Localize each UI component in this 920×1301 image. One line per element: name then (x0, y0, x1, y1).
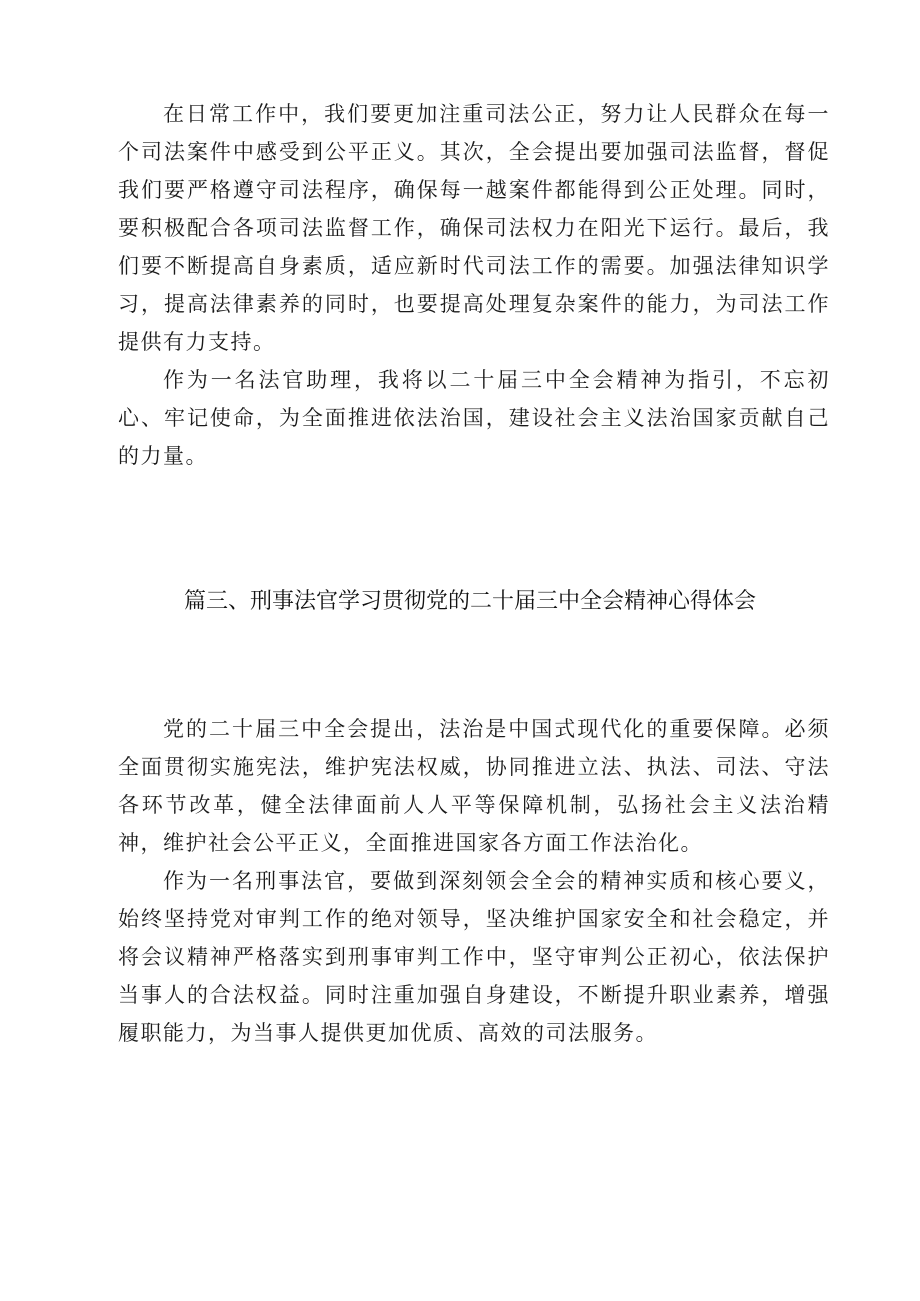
section-three-title: 篇三、刑事法官学习贯彻党的二十届三中全会精神心得体会 (183, 589, 756, 614)
previous-section-body (118, 95, 830, 475)
paragraph-judicial-work: 在日常工作中，我们要更加注重司法公正，努力让人民群众在每一个司法案件中感受到公平正义。其次，全会提出要加强司法监督，督促我们要严格遵守司法程序，确保每一越案件都能得到公正处理。同时，要积极配合各项司法监督工作，确保司法权力在阳光下运行。最后，我们要不断提高自身素质，适应新时代司法工作的需要。加强法律知识学习，提高法律素养的同时，也要提高处理复杂案件的能力，为司法工作提供有力支持。 (118, 102, 830, 354)
paragraph-criminal-judge: 作为一名刑事法官，要做到深刻领会全会的精神实质和核心要义，始终坚持党对审判工作的绝对领导，坚决维护国家安全和社会稳定，并将会议精神严格落实到刑事审判工作中，坚守审判公正初心，依法保护当事人的合法权益。同时注重加强自身建设，不断提升职业素养，增强履职能力，为当事人提供更加优质、高效的司法服务。 (118, 869, 830, 1045)
section-three-body (118, 710, 830, 1052)
paragraph-rule-of-law: 党的二十届三中全会提出，法治是中国式现代化的重要保障。必须全面贯彻实施宪法，维护宪法权威，协同推进立法、执法、司法、守法各环节改革，健全法律面前人人平等保障机制，弘扬社会主义法治精神，维护社会公平正义，全面推进国家各方面工作法治化。 (118, 717, 830, 855)
paragraph-assistant-pledge: 作为一名法官助理，我将以二十届三中全会精神为指引，不忘初心、牢记使命，为全面推进依法治国，建设社会主义法治国家贡献自己的力量。 (118, 368, 830, 468)
